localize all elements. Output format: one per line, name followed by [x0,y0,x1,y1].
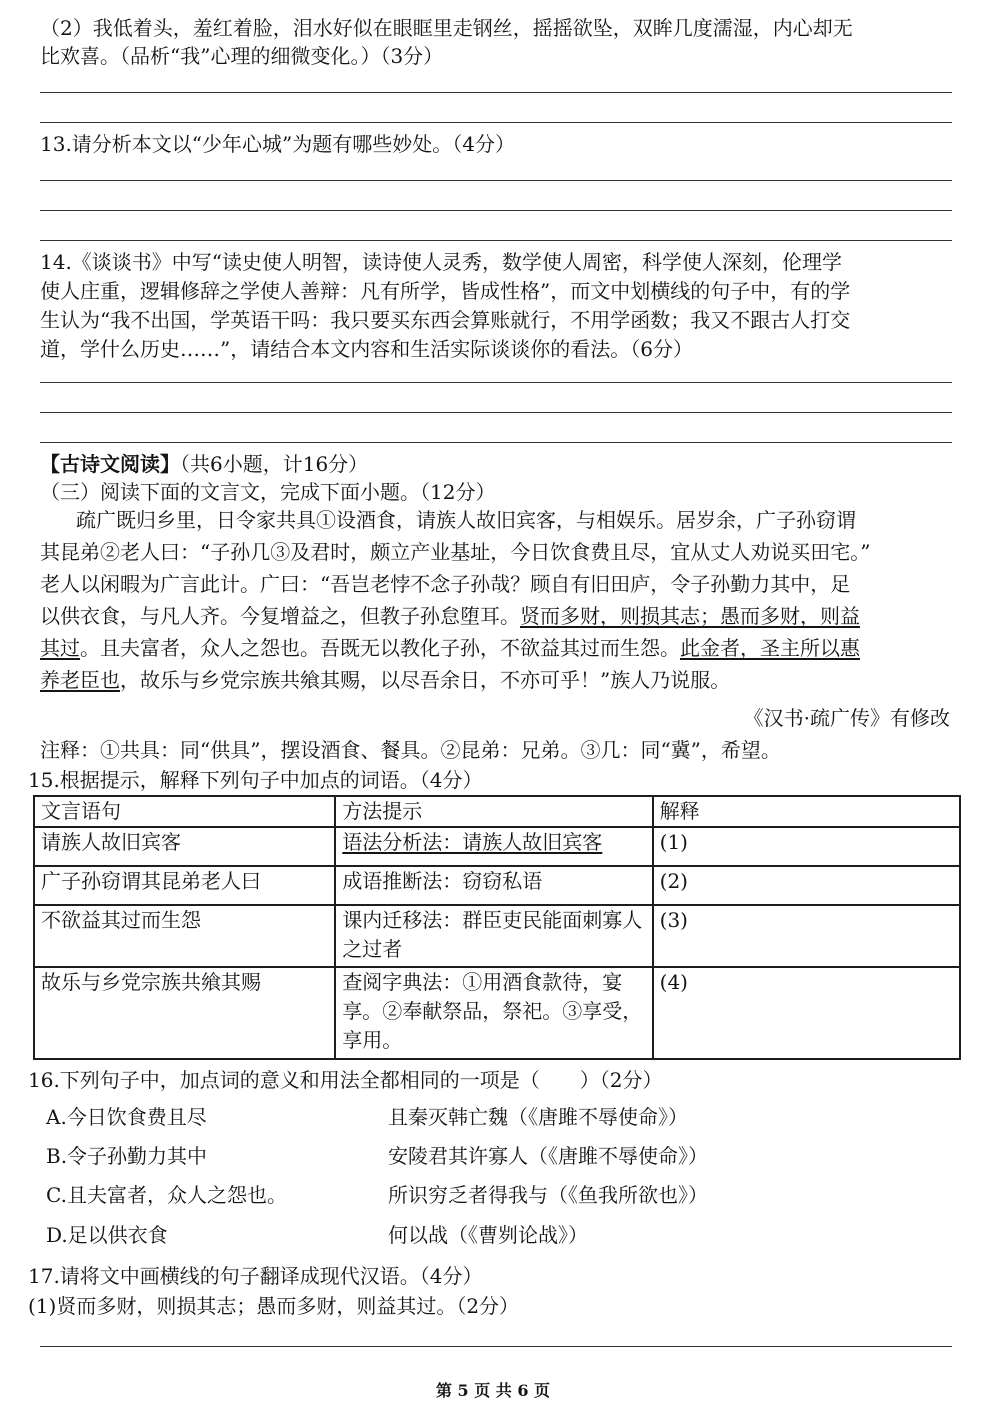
q16-option-c-right: 所识穷乏者得我与（《鱼我所欲也》） [388,1183,708,1207]
answer-line[interactable] [40,1346,952,1347]
table-header-row [34,796,960,827]
q16-title: 16.下列句子中，加点词的意义和用法全都相同的一项是（ ）（2分） [28,1068,663,1092]
underlined-sentence-2: 此金者，圣主所以惠 [680,636,860,660]
q17-sub1: (1)贤而多财，则损其志；愚而多财，则益其过。（2分） [28,1294,520,1318]
underlined-sentence-1-end: 其过 [40,636,80,660]
header-sentence: 文言语句 [34,796,335,827]
row-sentence: 广子孙窃谓其昆弟老人曰 [34,866,335,905]
q16-option-a-right: 且秦灭韩亡魏（《唐雎不辱使命》） [388,1105,688,1129]
row-hint: 语法分析法：请族人故旧宾客 [335,827,652,866]
header-hint: 方法提示 [335,796,652,827]
passage-line3: 老人以闲暇为广言此计。广曰：“吾岂老悖不念子孙哉？顾自有旧田庐，令子孙勤力其中，足 [40,572,851,596]
q16-option-d-right: 何以战（《曹刿论战》） [388,1223,588,1247]
answer-line[interactable] [40,442,952,443]
header-answer: 解释 [653,796,960,827]
q16-option-b-left[interactable]: B.令子孙勤力其中 [46,1144,208,1168]
passage-text: 以供衣食，与凡人齐。今复增益之，但教子孙怠堕耳。 [40,604,520,628]
passage-text: 。且夫富者，众人之怨也。吾既无以教化子孙，不欲益其过而生怨。 [80,636,680,660]
row-sentence: 请族人故旧宾客 [34,827,335,866]
passage-text: ，故乐与乡党宗族共飨其赐，以尽吾余日，不亦可乎！”族人乃说服。 [120,668,731,692]
answer-line[interactable] [40,412,952,413]
q13-text: 13.请分析本文以“少年心城”为题有哪些妙处。（4分） [40,132,515,156]
table-row [34,827,960,866]
answer-line[interactable] [40,382,952,383]
answer-line[interactable] [40,210,952,211]
answer-line[interactable] [40,92,952,93]
q16-option-b-right: 安陵君其许寡人（《唐雎不辱使命》） [388,1144,708,1168]
section-heading [40,450,950,478]
table-row [34,967,960,1059]
row-answer-cell[interactable]: (1) [653,827,960,866]
underlined-sentence-1: 贤而多财，则损其志；愚而多财，则益 [520,604,860,628]
passage-line5 [40,634,950,662]
row-answer-cell[interactable]: (3) [653,905,960,967]
q16-option-d-left[interactable]: D.足以供衣食 [46,1223,168,1247]
underlined-sentence-2-end: 养老臣也 [40,668,120,692]
passage-source: 《汉书·疏广传》有修改 [743,706,950,730]
passage-line4 [40,602,950,630]
q17-title: 17.请将文中画横线的句子翻译成现代汉语。（4分） [28,1264,483,1288]
passage-line1: 疏广既归乡里，日令家共具①设酒食，请族人故旧宾客，与相娱乐。居岁余，广子孙窃谓 [76,508,856,532]
q14-line3: 生认为“我不出国，学英语干吗：我只要买东西会算账就行，不用学函数；我又不跟古人打交 [40,308,851,332]
q16-option-c-left[interactable]: C.且夫富者，众人之怨也。 [46,1183,287,1207]
row-hint: 课内迁移法：群臣吏民能面刺寡人之过者 [335,905,652,967]
passage-line2: 其昆弟②老人曰：“子孙几③及君时，颇立产业基址，今日饮食费且尽，宜从丈人劝说买田宅。” [40,540,871,564]
q15-title: 15.根据提示，解释下列句子中加点的词语。（4分） [28,768,483,792]
row-hint: 查阅字典法：①用酒食款待，宴享。②奉献祭品，祭祀。③享受，享用。 [335,967,652,1059]
passage-line6 [40,666,950,694]
q12-2-line2: 比欢喜。（品析“我”心理的细微变化。）（3分） [40,44,444,68]
vocab-table [33,795,961,1060]
page-number: 第 5 页 共 6 页 [435,1381,551,1400]
q14-line2: 使人庄重，逻辑修辞之学使人善辩：凡有所学，皆成性格”，而文中划横线的句子中，有的学 [40,279,851,303]
row-answer-cell[interactable]: (4) [653,967,960,1059]
answer-line[interactable] [40,122,952,123]
section-title-note: （共6小题，计16分） [180,452,369,476]
table-row [34,905,960,967]
q14-line1: 14.《谈谈书》中写“读史使人明智，读诗使人灵秀，数学使人周密，科学使人深刻，伦理学 [40,250,843,274]
answer-line[interactable] [40,240,952,241]
row-hint: 成语推断法：窃窃私语 [335,866,652,905]
section-subheading: （三）阅读下面的文言文，完成下面小题。（12分） [40,480,496,504]
table-row [34,866,960,905]
q12-2-line1: （2）我低着头，羞红着脸，泪水好似在眼眶里走钢丝，摇摇欲坠，双眸几度濡湿，内心却无 [40,16,853,40]
row-sentence: 不欲益其过而生怨 [34,905,335,967]
q16-option-a-left[interactable]: A.今日饮食费且尽 [46,1105,207,1129]
row-answer-cell[interactable]: (2) [653,866,960,905]
answer-line[interactable] [40,180,952,181]
q14-line4: 道，学什么历史……”，请结合本文内容和生活实际谈谈你的看法。（6分） [40,337,693,361]
row-sentence: 故乐与乡党宗族共飨其赐 [34,967,335,1059]
passage-notes: 注释：①共具：同“供具”，摆设酒食、餐具。②昆弟：兄弟。③几：同“冀”，希望。 [40,738,781,762]
section-title: 【古诗文阅读】 [40,452,180,476]
